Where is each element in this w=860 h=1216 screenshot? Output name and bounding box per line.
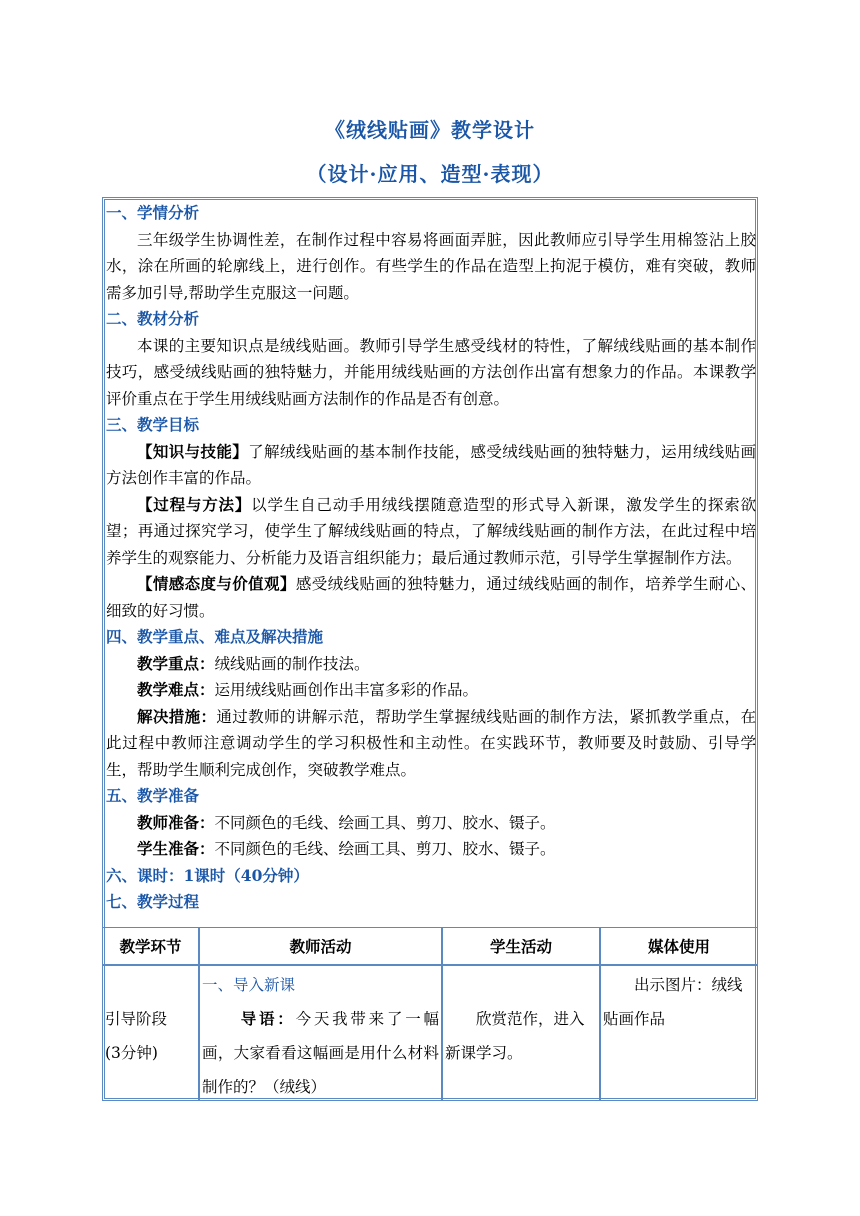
student-preparation (106, 836, 756, 863)
lesson-plan-body (106, 200, 756, 916)
section-heading-objectives: 三、教学目标 (106, 415, 200, 434)
student-preparation-label: 学生准备： (137, 839, 215, 858)
table-header-stage: 教学环节 (102, 927, 199, 965)
intro-text: 今天我带来了一幅画，大家看看这幅画是用什么材料制作的？（绒线） (202, 1010, 439, 1096)
table-header-student: 学生活动 (442, 927, 600, 965)
section-heading-class-hours: 六、课时：1课时（40分钟） (106, 865, 309, 885)
solution-measures-label: 解决措施： (137, 706, 217, 726)
document-title: 《绒线贴画》教学设计 (325, 118, 535, 142)
section-heading-analysis: 一、学情分析 (106, 203, 200, 222)
difficult-point (106, 677, 756, 704)
student-preparation-text: 不同颜色的毛线、绘画工具、剪刀、胶水、镊子。 (214, 840, 556, 858)
section-heading-materials: 二、教材分析 (106, 309, 200, 328)
difficult-point-label: 教学难点： (137, 680, 215, 699)
key-point-label: 教学重点： (137, 653, 215, 673)
key-point-text: 绒线贴画的制作技法。 (214, 654, 370, 673)
section-text-analysis: 三年级学生协调性差，在制作过程中容易将画面弄脏，因此教师应引导学生用棉签沾上胶水，涂在所画的轮廓线上，进行创作。有些学生的作品在造型上拘泥于模仿，难有突破，教师需多加引导,帮助学生克服这一问题。 (106, 230, 756, 302)
objective-knowledge (106, 439, 756, 492)
teaching-process-table (102, 927, 758, 1101)
objective-knowledge-label: 【知识与技能】 (137, 441, 249, 461)
document-subtitle: （设计·应用、造型·表现） (306, 162, 554, 186)
section-heading-preparation: 五、教学准备 (106, 786, 200, 805)
teacher-preparation (106, 810, 756, 837)
section-heading-key-points: 四、教学重点、难点及解决措施 (106, 627, 324, 646)
teacher-preparation-text: 不同颜色的毛线、绘画工具、剪刀、胶水、镊子。 (214, 813, 556, 832)
table-cell-student: 欣赏范作，进入新课学习。 (442, 965, 600, 1101)
objective-attitude-label: 【情感态度与价值观】 (137, 574, 296, 593)
section-heading-process: 七、教学过程 (106, 892, 200, 911)
objective-attitude-text: 感受绒线贴画的独特魅力，通过绒线贴画的制作，培养学生耐心、细致的好习惯。 (106, 575, 756, 620)
table-cell-stage (102, 965, 199, 1101)
table-cell-teacher (199, 965, 442, 1101)
table-cell-media: 出示图片：绒线贴画作品 (600, 965, 758, 1101)
table-header-teacher: 教师活动 (199, 927, 442, 965)
objective-process-text: 以学生自己动手用绒线摆随意造型的形式导入新课，激发学生的探索欲望；再通过探究学习，使学生了解绒线贴画的特点，了解绒线贴画的制作方法，在此过程中培养学生的观察能力、分析能力及语言组织能力；最后通过教师示范，引导学生掌握制作方法。 (106, 495, 756, 567)
solution-measures (106, 704, 756, 784)
objective-attitude (106, 571, 756, 624)
teacher-preparation-label: 教师准备： (137, 812, 215, 832)
objective-process (106, 492, 756, 572)
stage-name: 引导阶段 (105, 1010, 168, 1028)
intro-label: 导语： (240, 1009, 296, 1028)
key-point (106, 651, 756, 678)
objective-process-label: 【过程与方法】 (137, 494, 252, 514)
difficult-point-text: 运用绒线贴画创作出丰富多彩的作品。 (214, 681, 479, 699)
stage-duration: (3分钟) (105, 1044, 158, 1062)
teacher-activity-text (202, 1002, 439, 1104)
table-header-media: 媒体使用 (600, 927, 758, 965)
objective-knowledge-text: 了解绒线贴画的基本制作技能，感受绒线贴画的独特魅力，运用绒线贴画方法创作丰富的作品。 (106, 442, 756, 487)
teacher-activity-heading: 一、导入新课 (202, 976, 296, 994)
solution-measures-text: 通过教师的讲解示范，帮助学生掌握绒线贴画的制作方法，紧抓教学重点，在此过程中教师注意调动学生的学习积极性和主动性。在实践环节，教师要及时鼓励、引导学生，帮助学生顺利完成创作，突破教学难点。 (106, 707, 756, 779)
section-text-materials: 本课的主要知识点是绒线贴画。教师引导学生感受线材的特性，了解绒线贴画的基本制作技巧，感受绒线贴画的独特魅力，并能用绒线贴画的方法创作出富有想象力的作品。本课教学评价重点在于学生用绒线贴画方法制作的作品是否有创意。 (106, 336, 756, 408)
